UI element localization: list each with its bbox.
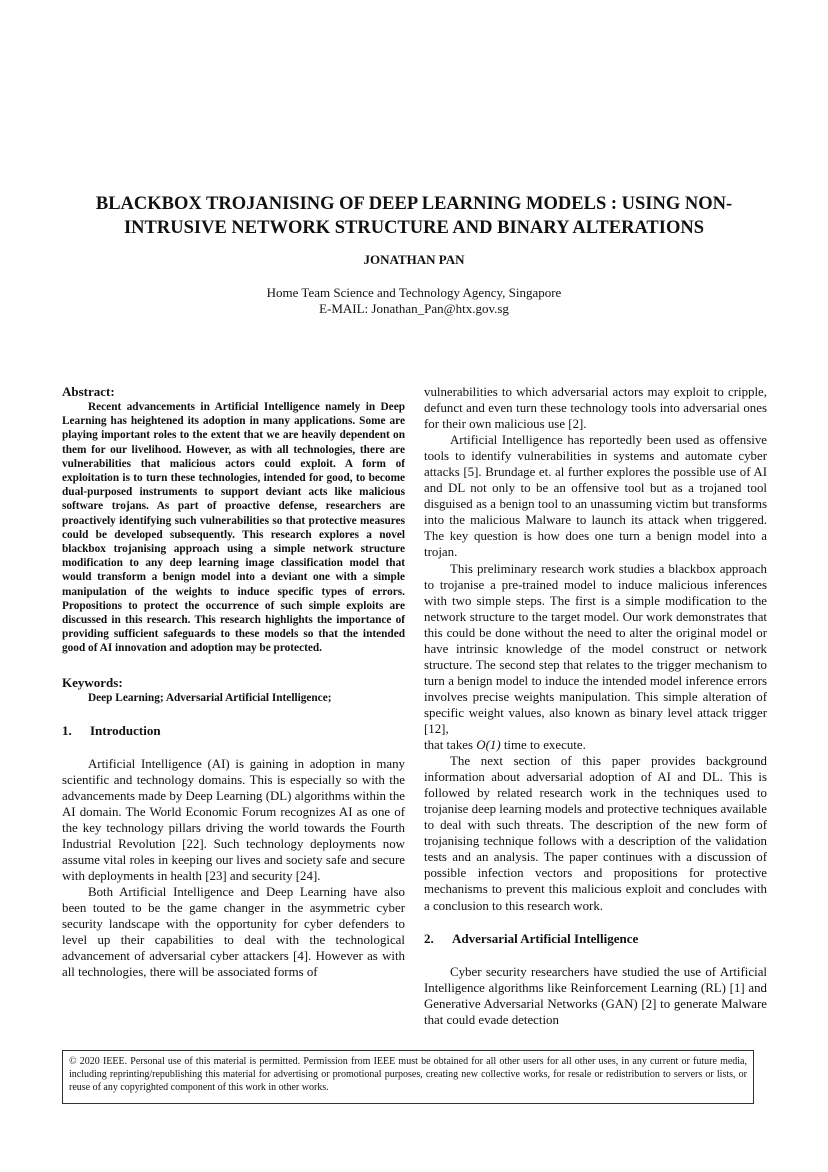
author-name: JONATHAN PAN [363, 252, 465, 267]
section-1-title: Introduction [90, 722, 161, 738]
intro-paragraph-3: Artificial Intelligence has reportedly been used as offensive tools to identify vulnerabilities in systems and automate cyber attacks [5]. Brundage et. al further explores the possible use of AI and DL not only to be an offensive tool but as a trojaned tool disguised as a benign tool to an unassuming victim but transforms into the malicious Malware to launch its attack when triggered. The key question is how does one turn a benign model into a trojan. [424, 433, 767, 560]
intro-paragraph-1: Artificial Intelligence (AI) is gaining in adoption in many scientific and technology domains. This is especially so with the advancements made by Deep Learning (DL) algorithms within the AI domain. The World Economic Forum recognizes AI as one of the key technology pillars driving the world towards the Fourth Industrial Revolution [22]. Such technology deployments now assume vital roles in keeping our lives and society safe and secure with deployments in health [23] and security [24]. [62, 756, 405, 884]
abstract-heading: Abstract: [62, 384, 115, 399]
paper-title: BLACKBOX TROJANISING OF DEEP LEARNING MODELS : USING NON-INTRUSIVE NETWORK STRUCTURE AND BINARY ALTERATIONS [95, 194, 733, 238]
complexity-pre: that takes [424, 738, 477, 753]
section-2-number: 2. [424, 930, 434, 946]
complexity-expression: O(1) [476, 738, 501, 753]
complexity-post: time to execute. [500, 738, 586, 753]
complexity-line [424, 737, 767, 753]
copyright-notice-box [62, 1050, 754, 1104]
intro-paragraph-2: Both Artificial Intelligence and Deep Learning have also been touted to be the game changer in the asymmetric cyber security landscape with the opportunity for cyber defenders to level up their capabilities to deal with the technological advancement of adversarial cyber attackers [4]. However as with all technologies, there will be associated forms of [62, 885, 405, 980]
left-column [62, 384, 405, 981]
abstract-text: Recent advancements in Artificial Intelligence namely in Deep Learning has heightened its adoption in many applications. Some are playing important roles to the extent that we are heavily dependent on them for our livelihood. However, as with all technologies, there are vulnerabilities that malicious actors could exploit. A form of exploitation is to turn these technologies, intended for good, to become dual-purposed instruments to support deviant acts like malicious software trojans. As part of proactive defense, researchers are proactively identifying such vulnerabilities so that protective measures could be developed subsequently. This research explores a novel blackbox trojanising approach using a simple network structure modification to any deep learning image classification model that would transform a benign model into a deviant one with a simple manipulation of the weights to induce specific types of errors. Propositions to protect the occurrence of such simple exploits are discussed in this research. This research highlights the importance of providing sufficient safeguards to these models so that the intended good of AI innovation and adoption may be protected. [62, 401, 405, 655]
section-1-heading [62, 723, 405, 739]
intro-paragraph-5: The next section of this paper provides background information about adversarial adoption of AI and DL. This is followed by related research work in the techniques used to trojanise deep learning models and protective techniques available to deal with such threats. The description of the new form of trojanising technique follows with a description of the validation tests and an analysis. The paper continues with a discussion of possible infection vectors and propositions for protective mechanisms to prevent this malicious exploit and concludes with a conclusion to this research work. [424, 754, 767, 913]
keywords-text: Deep Learning; Adversarial Artificial Intelligence; [88, 691, 332, 704]
copyright-notice: © 2020 IEEE. Personal use of this material is permitted. Permission from IEEE must be obtained for all other users for all other uses, in any current or future media, including reprinting/republishing this material for advertising or promotional purposes, creating new collective works, for resale or redistribution to servers or lists, or reuse of any copyrighted component of this work in other works. [69, 1056, 747, 1093]
section-2-paragraph-1: Cyber security researchers have studied the use of Artificial Intelligence algorithms like Reinforcement Learning (RL) [1] and Generative Adversarial Networks (GAN) [2] to generate Malware that could evade detection [424, 964, 767, 1027]
intro-paragraph-4: This preliminary research work studies a blackbox approach to trojanise a pre-trained model to induce malicious inferences with two simple steps. The first is a simple modification to the network structure to the target model. Our work demonstrates that this could be done without the need to alter the original model or have intrinsic knowledge of the model construct or network structure. The second step that relates to the trigger mechanism to turn a benign model to induce the intended model inference errors involves precise weights manipulation. This simple alteration of specific weight values, also known as binary level attack trigger [12], [424, 561, 767, 736]
section-2-title: Adversarial Artificial Intelligence [452, 930, 639, 946]
author-affiliation: Home Team Science and Technology Agency, Singapore [266, 285, 562, 300]
keywords-heading: Keywords: [62, 674, 123, 690]
author-email: E-MAIL: Jonathan_Pan@htx.gov.sg [319, 301, 509, 316]
section-1-number: 1. [62, 722, 72, 738]
section-2-heading [424, 931, 767, 947]
intro-continuation: vulnerabilities to which adversarial actors may exploit to cripple, defunct and even turn these technology tools into adversarial ones for their own malicious use [2]. [424, 385, 767, 432]
right-column [424, 384, 767, 1028]
